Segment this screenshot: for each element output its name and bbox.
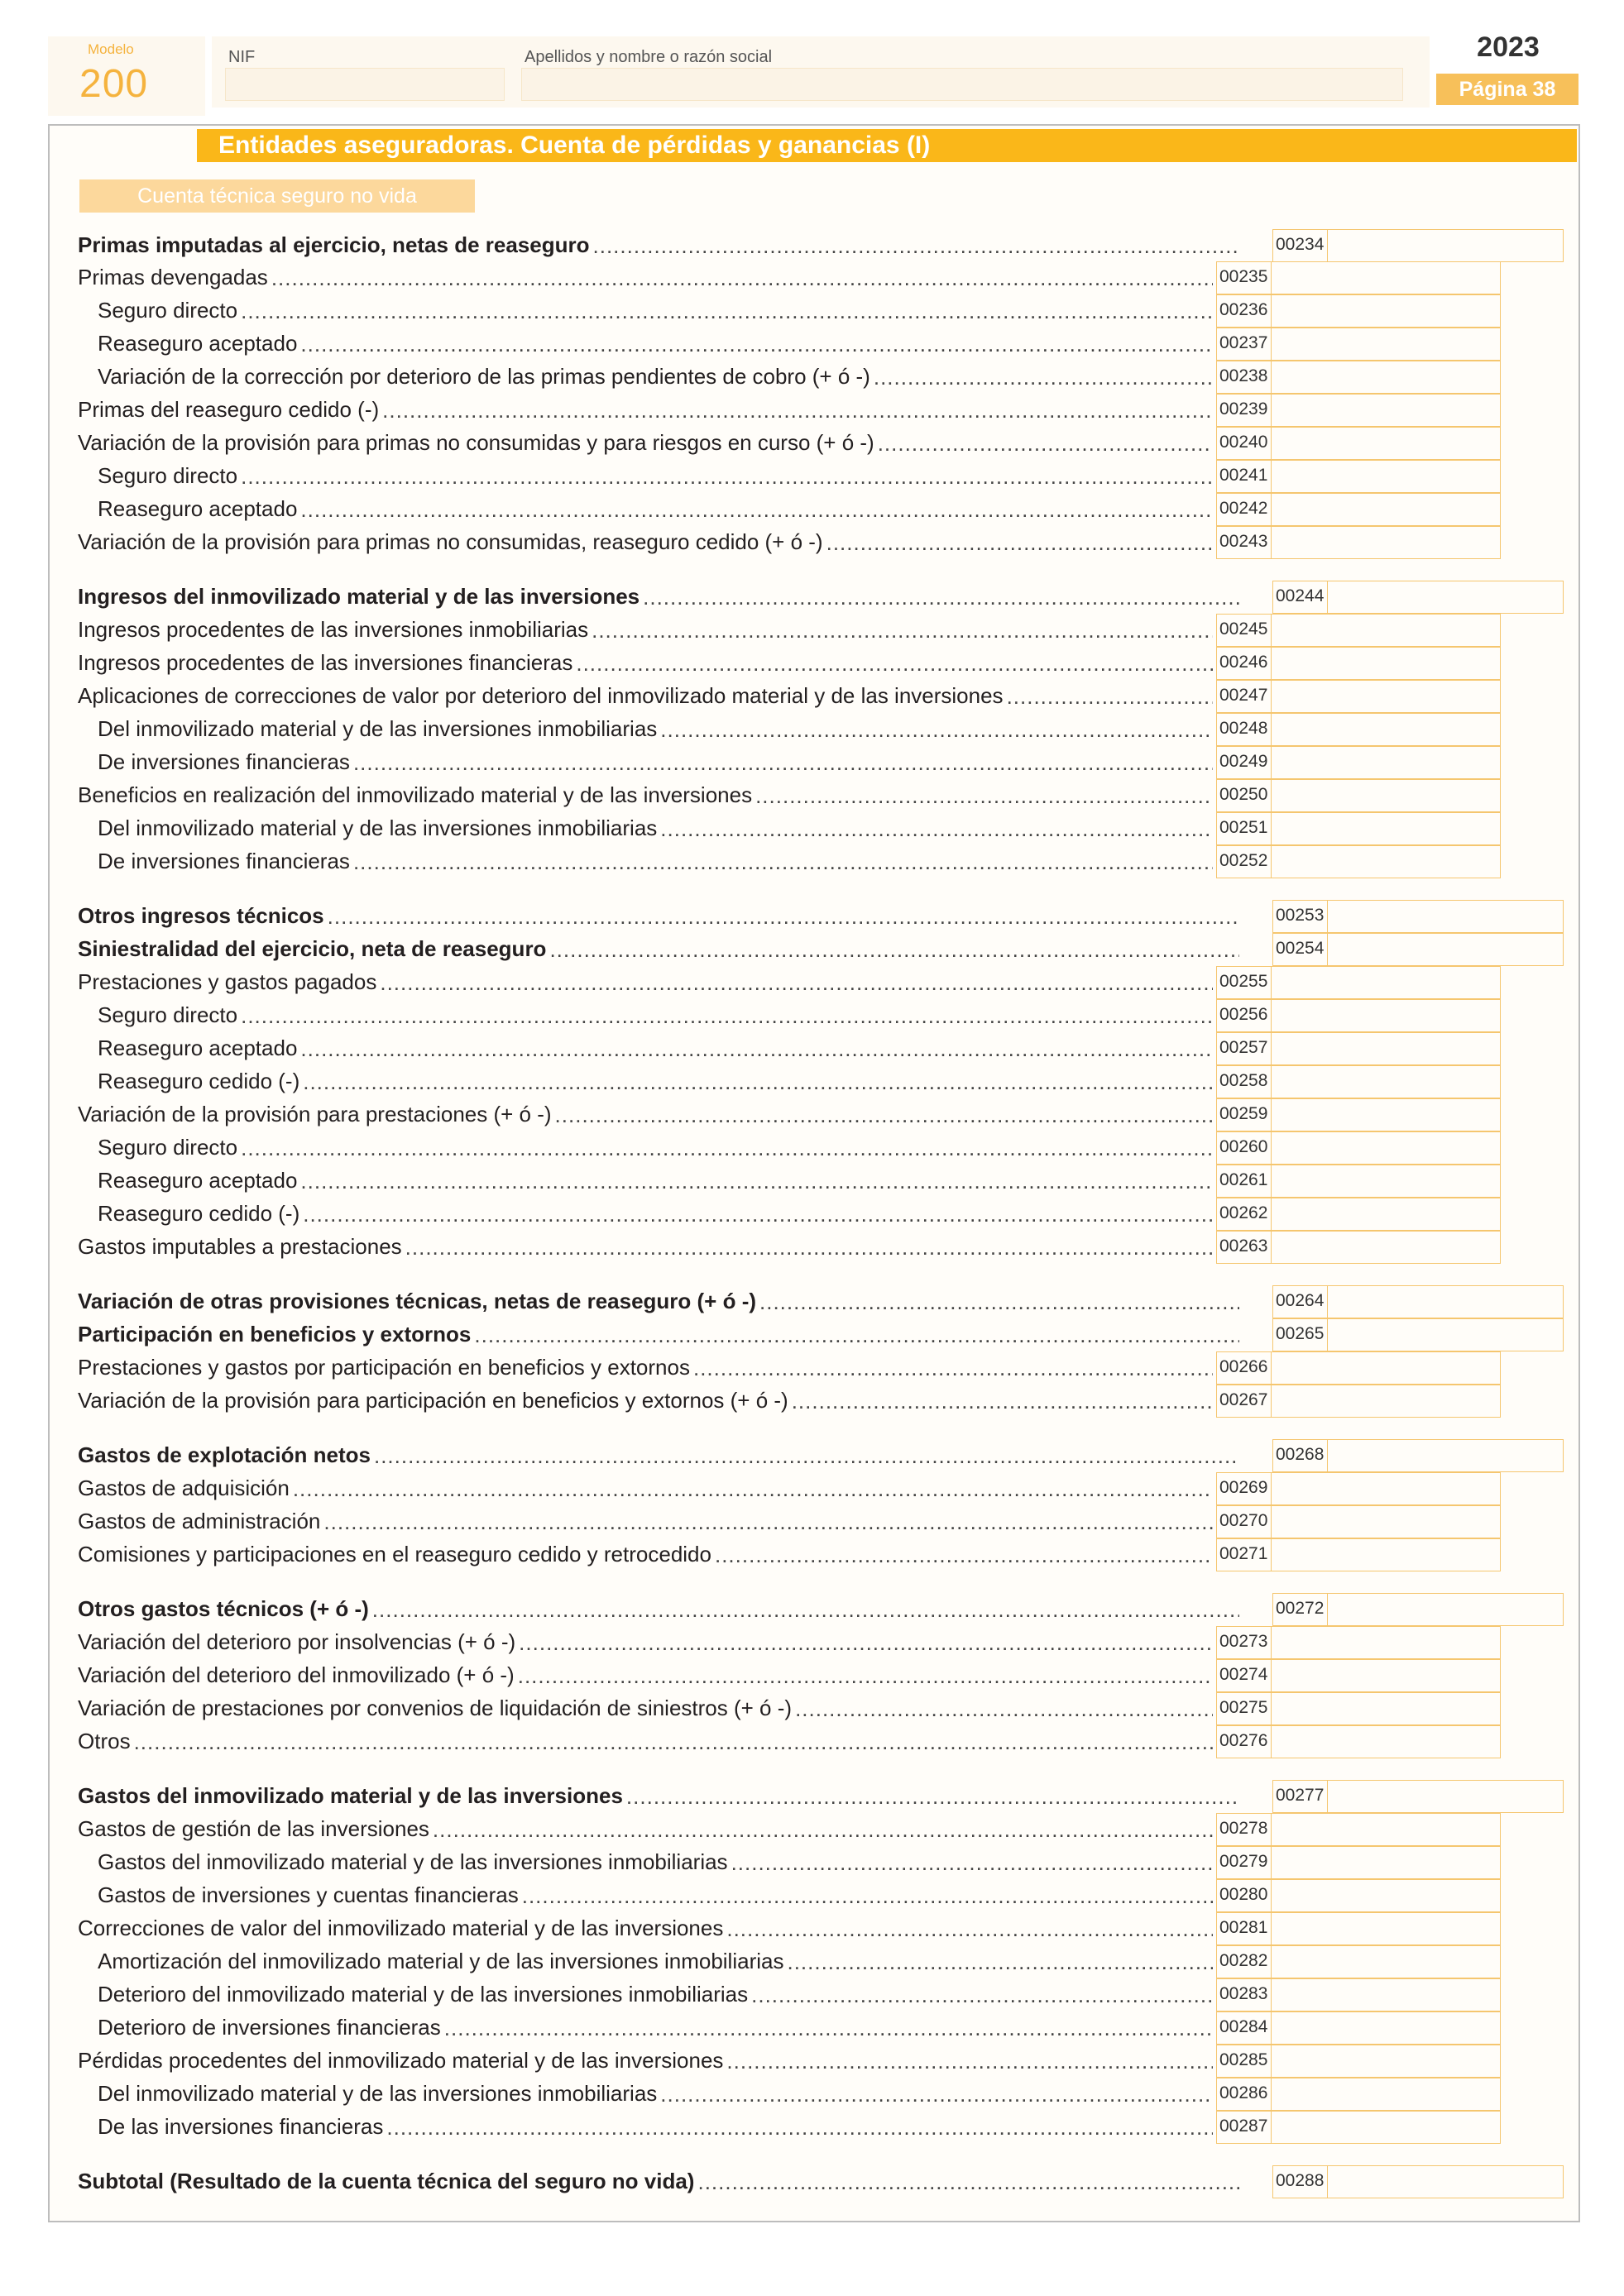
box-code: 00285 (1219, 2050, 1268, 2069)
row-label: Gastos de adquisición (78, 1475, 290, 1500)
row-label: Del inmovilizado material y de las inversiones inmobiliarias (98, 2080, 658, 2106)
row-label: De las inversiones financieras (98, 2113, 384, 2139)
row-label: Ingresos procedentes de las inversiones inmobiliarias (78, 616, 589, 642)
line-row (78, 2044, 1213, 2077)
leader-dots (371, 1438, 1239, 1471)
line-row (98, 745, 1213, 778)
box-code: 00240 (1219, 433, 1268, 452)
leader-dots (402, 1230, 1213, 1263)
field-divider (1271, 1978, 1272, 2011)
row-label: Siniestralidad del ejercicio, neta de reaseguro (78, 935, 547, 961)
field-divider (1271, 1385, 1272, 1418)
leader-dots (546, 932, 1239, 965)
leader-dots (590, 228, 1240, 261)
line-row (98, 1064, 1213, 1098)
row-label: Prestaciones y gastos pagados (78, 969, 377, 994)
line-row (78, 679, 1213, 712)
leader-dots (383, 2110, 1213, 2143)
line-row (78, 1098, 1213, 1131)
total-row (78, 1779, 1239, 1812)
leader-dots (870, 360, 1213, 393)
box-code: 00237 (1219, 333, 1268, 352)
field-divider (1271, 361, 1272, 394)
section-title: Entidades aseguradoras. Cuenta de pérdidas y ganancias (I) (197, 129, 1577, 162)
line-row (98, 492, 1213, 525)
field-divider (1271, 2045, 1272, 2078)
box-code: 00282 (1219, 1951, 1268, 1970)
field-divider (1271, 1472, 1272, 1505)
modelo-label: Modelo (88, 41, 134, 57)
leader-dots (320, 1504, 1213, 1538)
line-row (98, 811, 1213, 844)
line-row (98, 2077, 1213, 2110)
box-code: 00281 (1219, 1918, 1268, 1937)
leader-dots (369, 1592, 1239, 1625)
leader-dots (756, 1284, 1239, 1318)
box-code: 00266 (1219, 1357, 1268, 1376)
line-row (98, 1164, 1213, 1197)
box-code: 00287 (1219, 2117, 1268, 2136)
leader-dots (237, 294, 1213, 327)
row-label: Variación de prestaciones por convenios de liquidación de siniestros (+ ó -) (78, 1695, 793, 1720)
field-divider (1327, 900, 1328, 933)
total-row (78, 580, 1239, 613)
total-row (78, 228, 1239, 261)
field-divider (1327, 933, 1328, 966)
box-code: 00238 (1219, 366, 1268, 385)
row-label: Reaseguro cedido (-) (98, 1068, 300, 1093)
line-row (78, 613, 1213, 646)
leader-dots (657, 811, 1213, 844)
box-code: 00279 (1219, 1852, 1268, 1871)
box-code: 00272 (1276, 1599, 1325, 1618)
box-code: 00254 (1276, 939, 1325, 958)
field-divider (1271, 779, 1272, 812)
row-label: Variación de otras provisiones técnicas, netas de reaseguro (+ ó -) (78, 1288, 757, 1313)
field-divider (1271, 2011, 1272, 2045)
leader-dots (748, 1978, 1213, 2011)
field-divider (1271, 812, 1272, 845)
box-code: 00255 (1219, 972, 1268, 991)
leader-dots (131, 1724, 1213, 1758)
box-code: 00283 (1219, 1984, 1268, 2003)
line-row (98, 2011, 1213, 2044)
leader-dots (572, 646, 1213, 679)
row-label: Otros ingresos técnicos (78, 902, 324, 928)
line-row (78, 525, 1213, 558)
field-divider (1271, 1065, 1272, 1098)
line-row (78, 1384, 1213, 1417)
modelo-number: 200 (79, 62, 149, 106)
field-divider (1271, 1538, 1272, 1571)
field-divider (1271, 845, 1272, 878)
field-divider (1271, 2078, 1272, 2111)
row-label: Pérdidas procedentes del inmovilizado material y de las inversiones (78, 2047, 724, 2073)
row-label: Reaseguro cedido (-) (98, 1200, 300, 1226)
leader-dots (723, 2044, 1213, 2077)
leader-dots (376, 965, 1213, 998)
box-code: 00235 (1219, 267, 1268, 286)
leader-dots (588, 613, 1213, 646)
field-divider (1271, 261, 1272, 294)
box-code: 00261 (1219, 1170, 1268, 1189)
subsection-tab: Cuenta técnica seguro no vida (79, 179, 475, 213)
field-divider (1271, 1098, 1272, 1131)
leader-dots (728, 1845, 1213, 1878)
line-row (98, 1978, 1213, 2011)
row-label: Del inmovilizado material y de las inversiones inmobiliarias (98, 715, 658, 741)
leader-dots (324, 899, 1239, 932)
box-code: 00268 (1276, 1445, 1325, 1464)
leader-dots (515, 1658, 1213, 1691)
leader-dots (441, 2011, 1213, 2044)
total-row (78, 1592, 1239, 1625)
leader-dots (552, 1098, 1213, 1131)
box-code: 00250 (1219, 785, 1268, 804)
line-row (78, 1538, 1213, 1571)
box-code: 00239 (1219, 399, 1268, 419)
leader-dots (690, 1351, 1213, 1384)
line-row (78, 1658, 1213, 1691)
row-label: Otros gastos técnicos (+ ó -) (78, 1595, 369, 1621)
line-row (78, 1724, 1213, 1758)
field-divider (1271, 1032, 1272, 1065)
box-code: 00275 (1219, 1698, 1268, 1717)
row-label: Gastos del inmovilizado material y de las inversiones (78, 1782, 623, 1808)
leader-dots (471, 1318, 1239, 1351)
leader-dots (874, 426, 1213, 459)
row-label: Beneficios en realización del inmovilizado material y de las inversiones (78, 782, 753, 807)
line-row (78, 1471, 1213, 1504)
nif-label: NIF (228, 48, 256, 66)
field-divider (1271, 460, 1272, 493)
field-divider (1327, 581, 1328, 614)
leader-dots (657, 2077, 1213, 2110)
line-row (98, 1131, 1213, 1164)
field-divider (1271, 680, 1272, 713)
leader-dots (379, 393, 1213, 426)
leader-dots (350, 745, 1213, 778)
field-divider (1271, 1231, 1272, 1264)
field-divider (1271, 328, 1272, 361)
row-label: Gastos de administración (78, 1508, 321, 1533)
leader-dots (694, 2164, 1239, 2198)
leader-dots (519, 1878, 1213, 1911)
row-label: Variación del deterioro por insolvencias (+ ó -) (78, 1629, 516, 1654)
leader-dots (823, 525, 1213, 558)
field-divider (1271, 647, 1272, 680)
field-divider (1271, 999, 1272, 1032)
row-label: Variación de la provisión para primas no consumidas, reaseguro cedido (+ ó -) (78, 529, 823, 554)
field-divider (1271, 1626, 1272, 1659)
line-row (98, 998, 1213, 1031)
row-label: De inversiones financieras (98, 848, 350, 873)
leader-dots (297, 1031, 1213, 1064)
field-divider (1271, 614, 1272, 647)
box-code: 00288 (1276, 2171, 1325, 2190)
box-code: 00248 (1219, 719, 1268, 738)
row-label: Deterioro del inmovilizado material y de las inversiones inmobiliarias (98, 1981, 749, 2007)
line-row (78, 1351, 1213, 1384)
row-label: Ingresos procedentes de las inversiones financieras (78, 649, 573, 675)
line-row (98, 459, 1213, 492)
field-divider (1327, 1593, 1328, 1626)
field-divider (1271, 526, 1272, 559)
line-row (78, 1812, 1213, 1845)
field-divider (1271, 1131, 1272, 1165)
box-code: 00262 (1219, 1203, 1268, 1222)
line-row (78, 1625, 1213, 1658)
line-row (98, 712, 1213, 745)
leader-dots (1004, 679, 1213, 712)
line-row (98, 844, 1213, 878)
field-divider (1271, 1813, 1272, 1846)
field-divider (1271, 294, 1272, 328)
row-label: Participación en beneficios y extornos (78, 1321, 472, 1347)
leader-dots (788, 1384, 1213, 1417)
field-divider (1327, 1439, 1328, 1472)
field-divider (1327, 229, 1328, 262)
box-code: 00259 (1219, 1104, 1268, 1123)
box-code: 00253 (1276, 906, 1325, 925)
box-code: 00267 (1219, 1390, 1268, 1409)
box-code: 00273 (1219, 1632, 1268, 1651)
row-label: Gastos de inversiones y cuentas financieras (98, 1882, 519, 1907)
box-code: 00280 (1219, 1885, 1268, 1904)
leader-dots (623, 1779, 1239, 1812)
field-divider (1271, 1945, 1272, 1978)
row-label: Subtotal (Resultado de la cuenta técnica del seguro no vida) (78, 2168, 695, 2193)
row-label: Gastos de gestión de las inversiones (78, 1815, 429, 1841)
row-label: Variación de la provisión para primas no consumidas y para riesgos en curso (+ ó -) (78, 429, 874, 455)
leader-dots (783, 1944, 1213, 1978)
box-code: 00242 (1219, 499, 1268, 518)
box-code: 00265 (1276, 1324, 1325, 1343)
row-label: Primas imputadas al ejercicio, netas de reaseguro (78, 232, 590, 257)
field-divider (1271, 746, 1272, 779)
field-divider (1271, 966, 1272, 999)
row-label: Gastos del inmovilizado material y de las inversiones inmobiliarias (98, 1849, 728, 1874)
row-label: Variación del deterioro del inmovilizado (+ ó -) (78, 1662, 515, 1687)
box-code: 00247 (1219, 686, 1268, 705)
field-divider (1271, 1351, 1272, 1385)
line-row (98, 327, 1213, 360)
line-row (98, 2110, 1213, 2143)
page-badge: Página 38 (1436, 74, 1578, 105)
field-divider (1271, 1912, 1272, 1945)
box-code: 00245 (1219, 619, 1268, 639)
row-label: Del inmovilizado material y de las inversiones inmobiliarias (98, 815, 658, 840)
box-code: 00251 (1219, 818, 1268, 837)
field-divider (1271, 2111, 1272, 2144)
line-row (78, 965, 1213, 998)
row-label: De inversiones financieras (98, 749, 350, 774)
field-divider (1271, 493, 1272, 526)
field-divider (1271, 1165, 1272, 1198)
box-code: 00270 (1219, 1511, 1268, 1530)
total-row (78, 1318, 1239, 1351)
box-code: 00258 (1219, 1071, 1268, 1090)
field-divider (1271, 1659, 1272, 1692)
field-divider (1327, 2165, 1328, 2198)
line-row (98, 1197, 1213, 1230)
field-divider (1271, 1725, 1272, 1758)
leader-dots (237, 459, 1213, 492)
row-label: Variación de la provisión para participación en beneficios y extornos (+ ó -) (78, 1387, 788, 1413)
field-divider (1271, 1198, 1272, 1231)
year-label: 2023 (1477, 31, 1540, 63)
total-row (78, 1284, 1239, 1318)
line-row (78, 778, 1213, 811)
row-label: Seguro directo (98, 297, 238, 323)
line-row (98, 1845, 1213, 1878)
name-field[interactable] (521, 68, 1403, 101)
box-code: 00274 (1219, 1665, 1268, 1684)
box-code: 00276 (1219, 1731, 1268, 1750)
field-divider (1271, 1505, 1272, 1538)
box-code: 00284 (1219, 2017, 1268, 2036)
row-label: Reaseguro aceptado (98, 495, 298, 521)
row-label: Ingresos del inmovilizado material y de las inversiones (78, 583, 640, 609)
row-label: Reaseguro aceptado (98, 330, 298, 356)
leader-dots (640, 580, 1239, 613)
row-label: Otros (78, 1728, 131, 1753)
line-row (78, 1230, 1213, 1263)
leader-dots (290, 1471, 1213, 1504)
line-row (78, 426, 1213, 459)
name-label: Apellidos y nombre o razón social (525, 48, 773, 66)
total-row (78, 899, 1239, 932)
leader-dots (350, 844, 1213, 878)
box-code: 00277 (1276, 1786, 1325, 1805)
leader-dots (429, 1812, 1213, 1845)
line-row (78, 1691, 1213, 1724)
box-code: 00246 (1219, 653, 1268, 672)
total-row (78, 2164, 1239, 2198)
box-code: 00269 (1219, 1478, 1268, 1497)
row-label: Comisiones y participaciones en el reaseguro cedido y retrocedido (78, 1541, 711, 1567)
leader-dots (711, 1538, 1213, 1571)
line-row (98, 360, 1213, 393)
box-code: 00264 (1276, 1291, 1325, 1310)
row-label: Primas del reaseguro cedido (-) (78, 396, 380, 422)
box-code: 00234 (1276, 235, 1325, 254)
leader-dots (268, 261, 1213, 294)
line-row (78, 1504, 1213, 1538)
line-row (98, 1878, 1213, 1911)
field-divider (1271, 427, 1272, 460)
row-label: Gastos imputables a prestaciones (78, 1233, 402, 1259)
box-code: 00278 (1219, 1819, 1268, 1838)
box-code: 00256 (1219, 1005, 1268, 1024)
line-row (78, 393, 1213, 426)
field-divider (1327, 1318, 1328, 1351)
row-label: Deterioro de inversiones financieras (98, 2014, 441, 2040)
field-divider (1271, 1846, 1272, 1879)
leader-dots (657, 712, 1213, 745)
box-code: 00263 (1219, 1236, 1268, 1256)
row-label: Reaseguro aceptado (98, 1167, 298, 1193)
line-row (78, 261, 1213, 294)
leader-dots (297, 1164, 1213, 1197)
row-label: Amortización del inmovilizado material y de las inversiones inmobiliarias (98, 1948, 784, 1973)
leader-dots (299, 1197, 1213, 1230)
field-divider (1271, 1879, 1272, 1912)
row-label: Aplicaciones de correcciones de valor por deterioro del inmovilizado material y de las inversiones (78, 682, 1004, 708)
row-label: Variación de la corrección por deterioro de las primas pendientes de cobro (+ ó -) (98, 363, 870, 389)
field-divider (1271, 394, 1272, 427)
field-divider (1327, 1780, 1328, 1813)
line-row (98, 1944, 1213, 1978)
field-divider (1327, 1285, 1328, 1318)
box-code: 00271 (1219, 1544, 1268, 1563)
leader-dots (297, 492, 1213, 525)
row-label: Prestaciones y gastos por participación en beneficios y extornos (78, 1354, 690, 1380)
box-code: 00286 (1219, 2083, 1268, 2102)
box-code: 00260 (1219, 1137, 1268, 1156)
box-code: 00249 (1219, 752, 1268, 771)
leader-dots (515, 1625, 1213, 1658)
line-row (98, 294, 1213, 327)
row-label: Primas devengadas (78, 264, 268, 289)
leader-dots (237, 1131, 1213, 1164)
row-label: Seguro directo (98, 462, 238, 488)
total-row (78, 1438, 1239, 1471)
row-label: Variación de la provisión para prestaciones (+ ó -) (78, 1101, 552, 1126)
row-label: Gastos de explotación netos (78, 1442, 371, 1467)
leader-dots (792, 1691, 1213, 1724)
row-label: Reaseguro aceptado (98, 1035, 298, 1060)
nif-field[interactable] (225, 68, 505, 101)
row-label: Seguro directo (98, 1134, 238, 1160)
line-row (78, 1911, 1213, 1944)
leader-dots (723, 1911, 1213, 1944)
leader-dots (299, 1064, 1213, 1098)
line-row (78, 646, 1213, 679)
box-code: 00236 (1219, 300, 1268, 319)
box-code: 00257 (1219, 1038, 1268, 1057)
box-code: 00241 (1219, 466, 1268, 485)
box-code: 00244 (1276, 586, 1325, 605)
field-divider (1271, 713, 1272, 746)
line-row (98, 1031, 1213, 1064)
total-row (78, 932, 1239, 965)
leader-dots (752, 778, 1213, 811)
field-divider (1271, 1692, 1272, 1725)
box-code: 00243 (1219, 532, 1268, 551)
box-code: 00252 (1219, 851, 1268, 870)
row-label: Correcciones de valor del inmovilizado material y de las inversiones (78, 1915, 724, 1940)
leader-dots (297, 327, 1213, 360)
leader-dots (237, 998, 1213, 1031)
row-label: Seguro directo (98, 1002, 238, 1027)
